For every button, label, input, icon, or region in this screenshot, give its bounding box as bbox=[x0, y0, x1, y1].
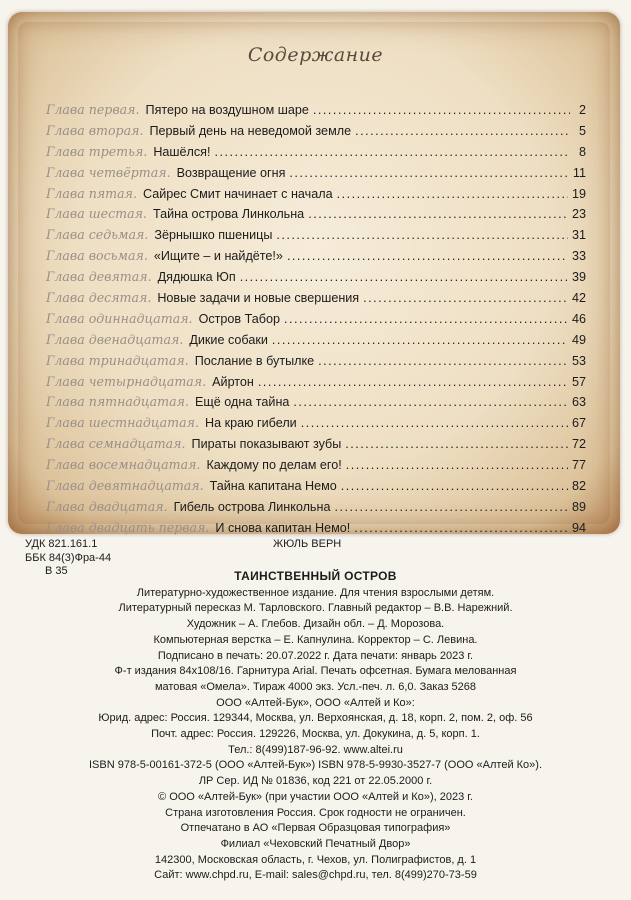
chapter-title: Тайна острова Линкольна bbox=[152, 207, 305, 222]
table-of-contents bbox=[46, 102, 586, 541]
dot-leader bbox=[214, 145, 570, 159]
page-number: 33 bbox=[571, 249, 586, 264]
toc-entry bbox=[46, 123, 586, 144]
chapter-title: Тайна капитана Немо bbox=[209, 479, 337, 494]
chapter-title: Каждому по делам его! bbox=[206, 458, 342, 473]
imprint-line: ООО «Алтей-Бук», ООО «Алтей и Ко»: bbox=[216, 696, 415, 709]
chapter-title: Гибель острова Линкольна bbox=[173, 499, 331, 514]
imprint-line: Отпечатано в АО «Первая Образцовая типография» bbox=[180, 822, 451, 835]
chapter-label: Глава одиннадцатая. bbox=[46, 310, 193, 326]
page-number: 94 bbox=[571, 520, 586, 535]
chapter-label: Глава семнадцатая. bbox=[46, 436, 186, 452]
page-number: 2 bbox=[578, 103, 586, 117]
chapter-label: Глава вторая. bbox=[46, 122, 144, 138]
page-number: 72 bbox=[571, 437, 586, 452]
chapter-title: Остров Табор bbox=[198, 311, 280, 326]
dot-leader bbox=[293, 395, 568, 409]
toc-entry bbox=[46, 206, 586, 227]
imprint-line: Литературный пересказ М. Тарловского. Главный редактор – В.В. Нарежний. bbox=[118, 602, 513, 615]
chapter-label: Глава пятнадцатая. bbox=[46, 394, 189, 410]
chapter-title: Айртон bbox=[212, 374, 254, 389]
page-number: 46 bbox=[571, 311, 586, 326]
dot-leader bbox=[318, 354, 568, 368]
imprint-line: Подписано в печать: 20.07.2022 г. Дата печати: январь 2023 г. bbox=[157, 649, 474, 662]
dot-leader bbox=[301, 416, 568, 430]
chapter-title: Сайрес Смит начинает с начала bbox=[142, 186, 333, 201]
dot-leader bbox=[258, 375, 568, 389]
imprint-line: Страна изготовления Россия. Срок годности не ограничен. bbox=[165, 806, 466, 819]
chapter-label: Глава девятнадцатая. bbox=[46, 478, 204, 494]
page-number: 67 bbox=[571, 416, 586, 431]
page-number: 39 bbox=[571, 270, 586, 285]
chapter-label: Глава шестая. bbox=[46, 206, 147, 222]
chapter-title: И снова капитан Немо! bbox=[215, 520, 351, 535]
chapter-label: Глава восемнадцатая. bbox=[46, 457, 201, 473]
chapter-label: Глава тринадцатая. bbox=[46, 352, 189, 368]
dot-leader bbox=[276, 228, 568, 242]
page-number: 11 bbox=[572, 165, 586, 180]
dot-leader bbox=[341, 479, 568, 493]
toc-entry bbox=[46, 478, 586, 499]
chapter-title: Зёрнышко пшеницы bbox=[154, 228, 273, 243]
chapter-label: Глава десятая. bbox=[46, 290, 152, 306]
toc-entry bbox=[46, 165, 586, 186]
chapter-label: Глава пятая. bbox=[46, 185, 137, 201]
page-number: 77 bbox=[571, 458, 586, 473]
toc-entry bbox=[46, 290, 586, 311]
dot-leader bbox=[346, 458, 568, 472]
toc-entry bbox=[46, 227, 586, 248]
page-number: 53 bbox=[571, 353, 586, 368]
toc-entry bbox=[46, 415, 586, 436]
toc-entry bbox=[46, 269, 586, 290]
toc-entry bbox=[46, 144, 586, 165]
imprint-line: Ф-т издания 84x108/16. Гарнитура Arial. Печать офсетная. Бумага мелованная bbox=[114, 665, 517, 678]
chapter-title: Первый день на неведомой земле bbox=[149, 123, 352, 138]
chapter-label: Глава двадцать первая. bbox=[46, 519, 210, 535]
chapter-title: Дикие собаки bbox=[189, 332, 268, 347]
toc-entry bbox=[46, 457, 586, 478]
page-number: 19 bbox=[571, 186, 586, 201]
toc-entry bbox=[46, 102, 586, 123]
chapter-label: Глава восьмая. bbox=[46, 248, 148, 264]
imprint-line: Сайт: www.chpd.ru, E-mail: sales@chpd.ru, тел. 8(499)270-73-59 bbox=[154, 869, 477, 882]
dot-leader bbox=[337, 187, 568, 201]
imprint-line: Литературно-художественное издание. Для чтения взрослыми детям. bbox=[136, 586, 495, 599]
chapter-title: Пятеро на воздушном шаре bbox=[145, 103, 309, 117]
dot-leader bbox=[345, 437, 568, 451]
imprint-line: 142300, Московская область, г. Чехов, ул. Полиграфистов, д. 1 bbox=[154, 853, 477, 866]
dot-leader bbox=[308, 207, 568, 221]
page-number: 31 bbox=[571, 228, 586, 243]
imprint-line: © ООО «Алтей-Бук» (при участии ООО «Алтей и Ко»), 2023 г. bbox=[158, 790, 473, 803]
page-number: 89 bbox=[571, 499, 586, 514]
page-number: 23 bbox=[571, 207, 586, 222]
dot-leader bbox=[287, 249, 568, 263]
chapter-label: Глава шестнадцатая. bbox=[46, 415, 199, 431]
chapter-title: Ещё одна тайна bbox=[194, 395, 290, 410]
page-number: 49 bbox=[571, 332, 586, 347]
toc-entry bbox=[46, 248, 586, 269]
toc-entry bbox=[46, 332, 586, 353]
toc-entry bbox=[46, 499, 586, 520]
imprint-line: ISBN 978-5-00161-372-5 (ООО «Алтей-Бук») ISBN 978-5-9930-3527-7 (ООО «Алтей Ко»). bbox=[88, 759, 543, 772]
imprint-block bbox=[0, 569, 631, 884]
chapter-title: Новые задачи и новые свершения bbox=[157, 291, 360, 306]
imprint-line: Филиал «Чеховский Печатный Двор» bbox=[220, 837, 411, 850]
page-number: 8 bbox=[578, 144, 586, 159]
chapter-title: Послание в бутылке bbox=[194, 353, 315, 368]
imprint-line: ЛР Сер. ИД № 01836, код 221 от 22.05.2000 г. bbox=[198, 775, 433, 788]
imprint-line: Тел.: 8(499)187-96-92. www.altei.ru bbox=[228, 743, 403, 756]
dot-leader bbox=[272, 333, 568, 347]
chapter-title: На краю гибели bbox=[204, 416, 297, 431]
bbk-code: ББК 84(3)Фра-44 bbox=[25, 551, 112, 564]
chapter-title: Пираты показывают зубы bbox=[191, 437, 342, 452]
udk-code: УДК 821.161.1 bbox=[25, 538, 98, 550]
chapter-label: Глава четвёртая. bbox=[46, 164, 171, 180]
imprint-line: Художник – А. Глебов. Дизайн обл. – Д. Морозова. bbox=[186, 618, 445, 631]
toc-entry bbox=[46, 186, 586, 207]
toc-entry bbox=[46, 436, 586, 457]
dot-leader bbox=[240, 270, 568, 284]
page-number: 82 bbox=[571, 479, 586, 494]
toc-entry bbox=[46, 374, 586, 395]
chapter-title: Нашёлся! bbox=[153, 144, 211, 159]
chapter-label: Глава девятая. bbox=[46, 269, 152, 285]
author-code: В 35 bbox=[45, 565, 68, 577]
chapter-label: Глава третья. bbox=[46, 143, 148, 159]
chapter-label: Глава четырнадцатая. bbox=[46, 373, 207, 389]
dot-leader bbox=[355, 124, 570, 138]
dot-leader bbox=[363, 291, 568, 305]
imprint-line: Юрид. адрес: Россия. 129344, Москва, ул. Верхоянская, д. 18, корп. 2, пом. 2, оф. 56 bbox=[98, 712, 533, 725]
dot-leader bbox=[313, 103, 570, 117]
dot-leader bbox=[289, 166, 569, 180]
book-title: ТАИНСТВЕННЫЙ ОСТРОВ bbox=[234, 569, 397, 583]
chapter-label: Глава двадцатая. bbox=[46, 498, 168, 514]
dot-leader bbox=[284, 312, 568, 326]
toc-entry bbox=[46, 311, 586, 332]
chapter-title: Возвращение огня bbox=[176, 165, 286, 180]
chapter-title: «Ищите – и найдёте!» bbox=[153, 249, 283, 264]
imprint-line: Компьютерная верстка – Е. Капнулина. Корректор – С. Левина. bbox=[153, 633, 478, 646]
toc-entry bbox=[46, 353, 586, 374]
page-number: 63 bbox=[571, 395, 586, 410]
author-name: ЖЮЛЬ ВЕРН bbox=[273, 538, 342, 550]
toc-heading: Содержание bbox=[247, 44, 384, 66]
dot-leader bbox=[334, 500, 568, 514]
chapter-label: Глава первая. bbox=[46, 102, 140, 117]
dot-leader bbox=[354, 521, 568, 535]
page-number: 42 bbox=[571, 291, 586, 306]
toc-entry bbox=[46, 394, 586, 415]
page-number: 57 bbox=[571, 374, 586, 389]
imprint-line: Почт. адрес: Россия. 129226, Москва, ул. Докукина, д. 5, корп. 1. bbox=[151, 728, 480, 741]
imprint-line: матовая «Омела». Тираж 4000 экз. Усл.-печ. л. 6,0. Заказ 5268 bbox=[154, 680, 477, 693]
page-number: 5 bbox=[578, 123, 586, 138]
chapter-label: Глава седьмая. bbox=[46, 227, 149, 243]
chapter-title: Дядюшка Юп bbox=[157, 270, 236, 285]
chapter-label: Глава двенадцатая. bbox=[46, 331, 184, 347]
